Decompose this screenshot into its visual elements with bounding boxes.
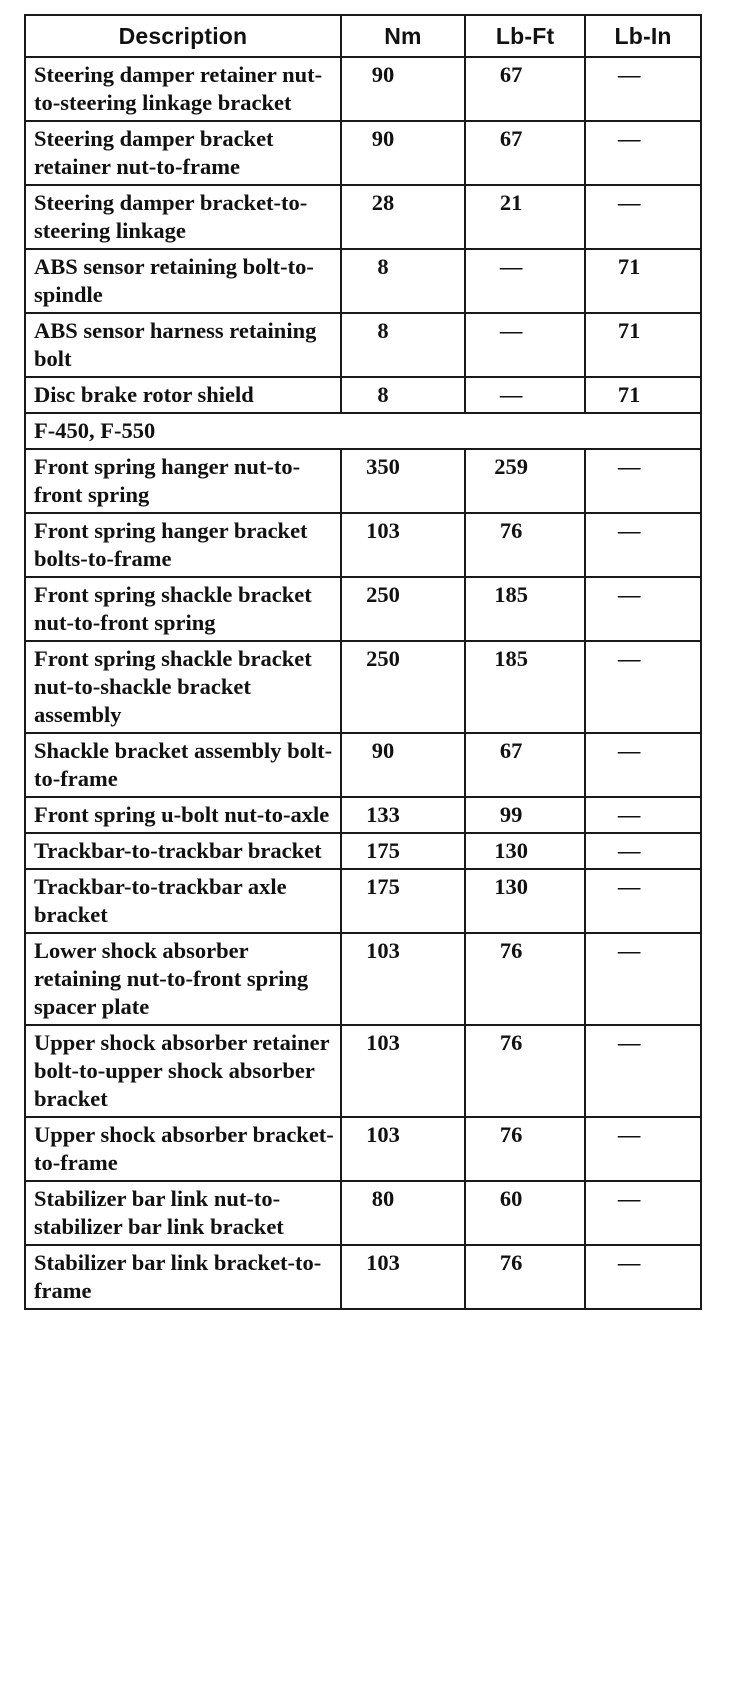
cell-lb-ft: — — [465, 313, 585, 377]
cell-lb-ft: 76 — [465, 1025, 585, 1117]
cell-lb-ft: — — [465, 377, 585, 413]
cell-lb-in: — — [585, 577, 701, 641]
table-row — [25, 833, 701, 869]
table-body — [25, 57, 701, 1309]
cell-lb-ft: 76 — [465, 933, 585, 1025]
table-row — [25, 1245, 701, 1309]
cell-nm: 175 — [341, 833, 465, 869]
cell-description: Front spring hanger bracket bolts-to-frame — [25, 513, 341, 577]
cell-lb-in: — — [585, 449, 701, 513]
cell-description: Front spring shackle bracket nut-to-front spring — [25, 577, 341, 641]
cell-lb-ft: 60 — [465, 1181, 585, 1245]
cell-lb-ft: 185 — [465, 641, 585, 733]
cell-description: Upper shock absorber retainer bolt-to-upper shock absorber bracket — [25, 1025, 341, 1117]
table-row — [25, 1025, 701, 1117]
table-row — [25, 449, 701, 513]
cell-lb-in: — — [585, 869, 701, 933]
cell-description: Front spring shackle bracket nut-to-shackle bracket assembly — [25, 641, 341, 733]
cell-nm: 103 — [341, 933, 465, 1025]
cell-lb-ft: 259 — [465, 449, 585, 513]
header-nm: Nm — [341, 15, 465, 57]
table-row — [25, 513, 701, 577]
cell-nm: 250 — [341, 641, 465, 733]
header-description: Description — [25, 15, 341, 57]
table-row — [25, 869, 701, 933]
cell-lb-ft: 76 — [465, 1245, 585, 1309]
cell-description: Lower shock absorber retaining nut-to-front spring spacer plate — [25, 933, 341, 1025]
cell-lb-in: — — [585, 833, 701, 869]
cell-nm: 8 — [341, 249, 465, 313]
cell-nm: 103 — [341, 513, 465, 577]
cell-description: Stabilizer bar link nut-to-stabilizer bar link bracket — [25, 1181, 341, 1245]
cell-description: Trackbar-to-trackbar bracket — [25, 833, 341, 869]
table-row — [25, 313, 701, 377]
table-row — [25, 57, 701, 121]
cell-nm: 133 — [341, 797, 465, 833]
section-row — [25, 413, 701, 449]
cell-lb-ft: 76 — [465, 1117, 585, 1181]
cell-nm: 28 — [341, 185, 465, 249]
cell-lb-ft: — — [465, 249, 585, 313]
table-header — [25, 15, 701, 57]
table-row — [25, 1181, 701, 1245]
cell-lb-in: — — [585, 733, 701, 797]
cell-description: Front spring u-bolt nut-to-axle — [25, 797, 341, 833]
cell-description: Upper shock absorber bracket-to-frame — [25, 1117, 341, 1181]
table-row — [25, 577, 701, 641]
cell-nm: 80 — [341, 1181, 465, 1245]
cell-lb-ft: 185 — [465, 577, 585, 641]
cell-description: Trackbar-to-trackbar axle bracket — [25, 869, 341, 933]
cell-nm: 90 — [341, 57, 465, 121]
cell-nm: 103 — [341, 1245, 465, 1309]
cell-description: Shackle bracket assembly bolt-to-frame — [25, 733, 341, 797]
cell-description: Steering damper bracket-to-steering linkage — [25, 185, 341, 249]
cell-lb-in: — — [585, 513, 701, 577]
cell-description: ABS sensor retaining bolt-to-spindle — [25, 249, 341, 313]
cell-nm: 103 — [341, 1025, 465, 1117]
table-row — [25, 933, 701, 1025]
cell-nm: 8 — [341, 313, 465, 377]
cell-lb-ft: 130 — [465, 869, 585, 933]
cell-nm: 103 — [341, 1117, 465, 1181]
cell-nm: 90 — [341, 733, 465, 797]
cell-description: ABS sensor harness retaining bolt — [25, 313, 341, 377]
table-row — [25, 641, 701, 733]
cell-lb-in: 71 — [585, 249, 701, 313]
table-row — [25, 185, 701, 249]
cell-description: Stabilizer bar link bracket-to-frame — [25, 1245, 341, 1309]
table-row — [25, 377, 701, 413]
cell-nm: 350 — [341, 449, 465, 513]
torque-spec-table — [24, 14, 702, 1310]
header-lb-ft: Lb-Ft — [465, 15, 585, 57]
cell-lb-in: — — [585, 185, 701, 249]
header-lb-in: Lb-In — [585, 15, 701, 57]
cell-nm: 250 — [341, 577, 465, 641]
table-row — [25, 733, 701, 797]
cell-lb-in: — — [585, 57, 701, 121]
cell-description: Disc brake rotor shield — [25, 377, 341, 413]
table-row — [25, 249, 701, 313]
cell-description: Steering damper retainer nut-to-steering linkage bracket — [25, 57, 341, 121]
cell-lb-in: — — [585, 1117, 701, 1181]
cell-lb-in: — — [585, 797, 701, 833]
cell-lb-in: — — [585, 933, 701, 1025]
cell-lb-ft: 130 — [465, 833, 585, 869]
cell-lb-ft: 21 — [465, 185, 585, 249]
cell-lb-ft: 67 — [465, 57, 585, 121]
cell-nm: 8 — [341, 377, 465, 413]
table-row — [25, 121, 701, 185]
cell-nm: 90 — [341, 121, 465, 185]
header-row — [25, 15, 701, 57]
cell-lb-in: — — [585, 121, 701, 185]
cell-lb-in: 71 — [585, 313, 701, 377]
cell-lb-in: 71 — [585, 377, 701, 413]
cell-lb-in: — — [585, 1181, 701, 1245]
section-heading: F-450, F-550 — [25, 413, 701, 449]
cell-lb-in: — — [585, 641, 701, 733]
cell-nm: 175 — [341, 869, 465, 933]
table-row — [25, 797, 701, 833]
cell-lb-ft: 67 — [465, 121, 585, 185]
table-row — [25, 1117, 701, 1181]
cell-description: Front spring hanger nut-to-front spring — [25, 449, 341, 513]
cell-lb-ft: 76 — [465, 513, 585, 577]
cell-description: Steering damper bracket retainer nut-to-frame — [25, 121, 341, 185]
cell-lb-ft: 67 — [465, 733, 585, 797]
cell-lb-in: — — [585, 1245, 701, 1309]
cell-lb-in: — — [585, 1025, 701, 1117]
cell-lb-ft: 99 — [465, 797, 585, 833]
